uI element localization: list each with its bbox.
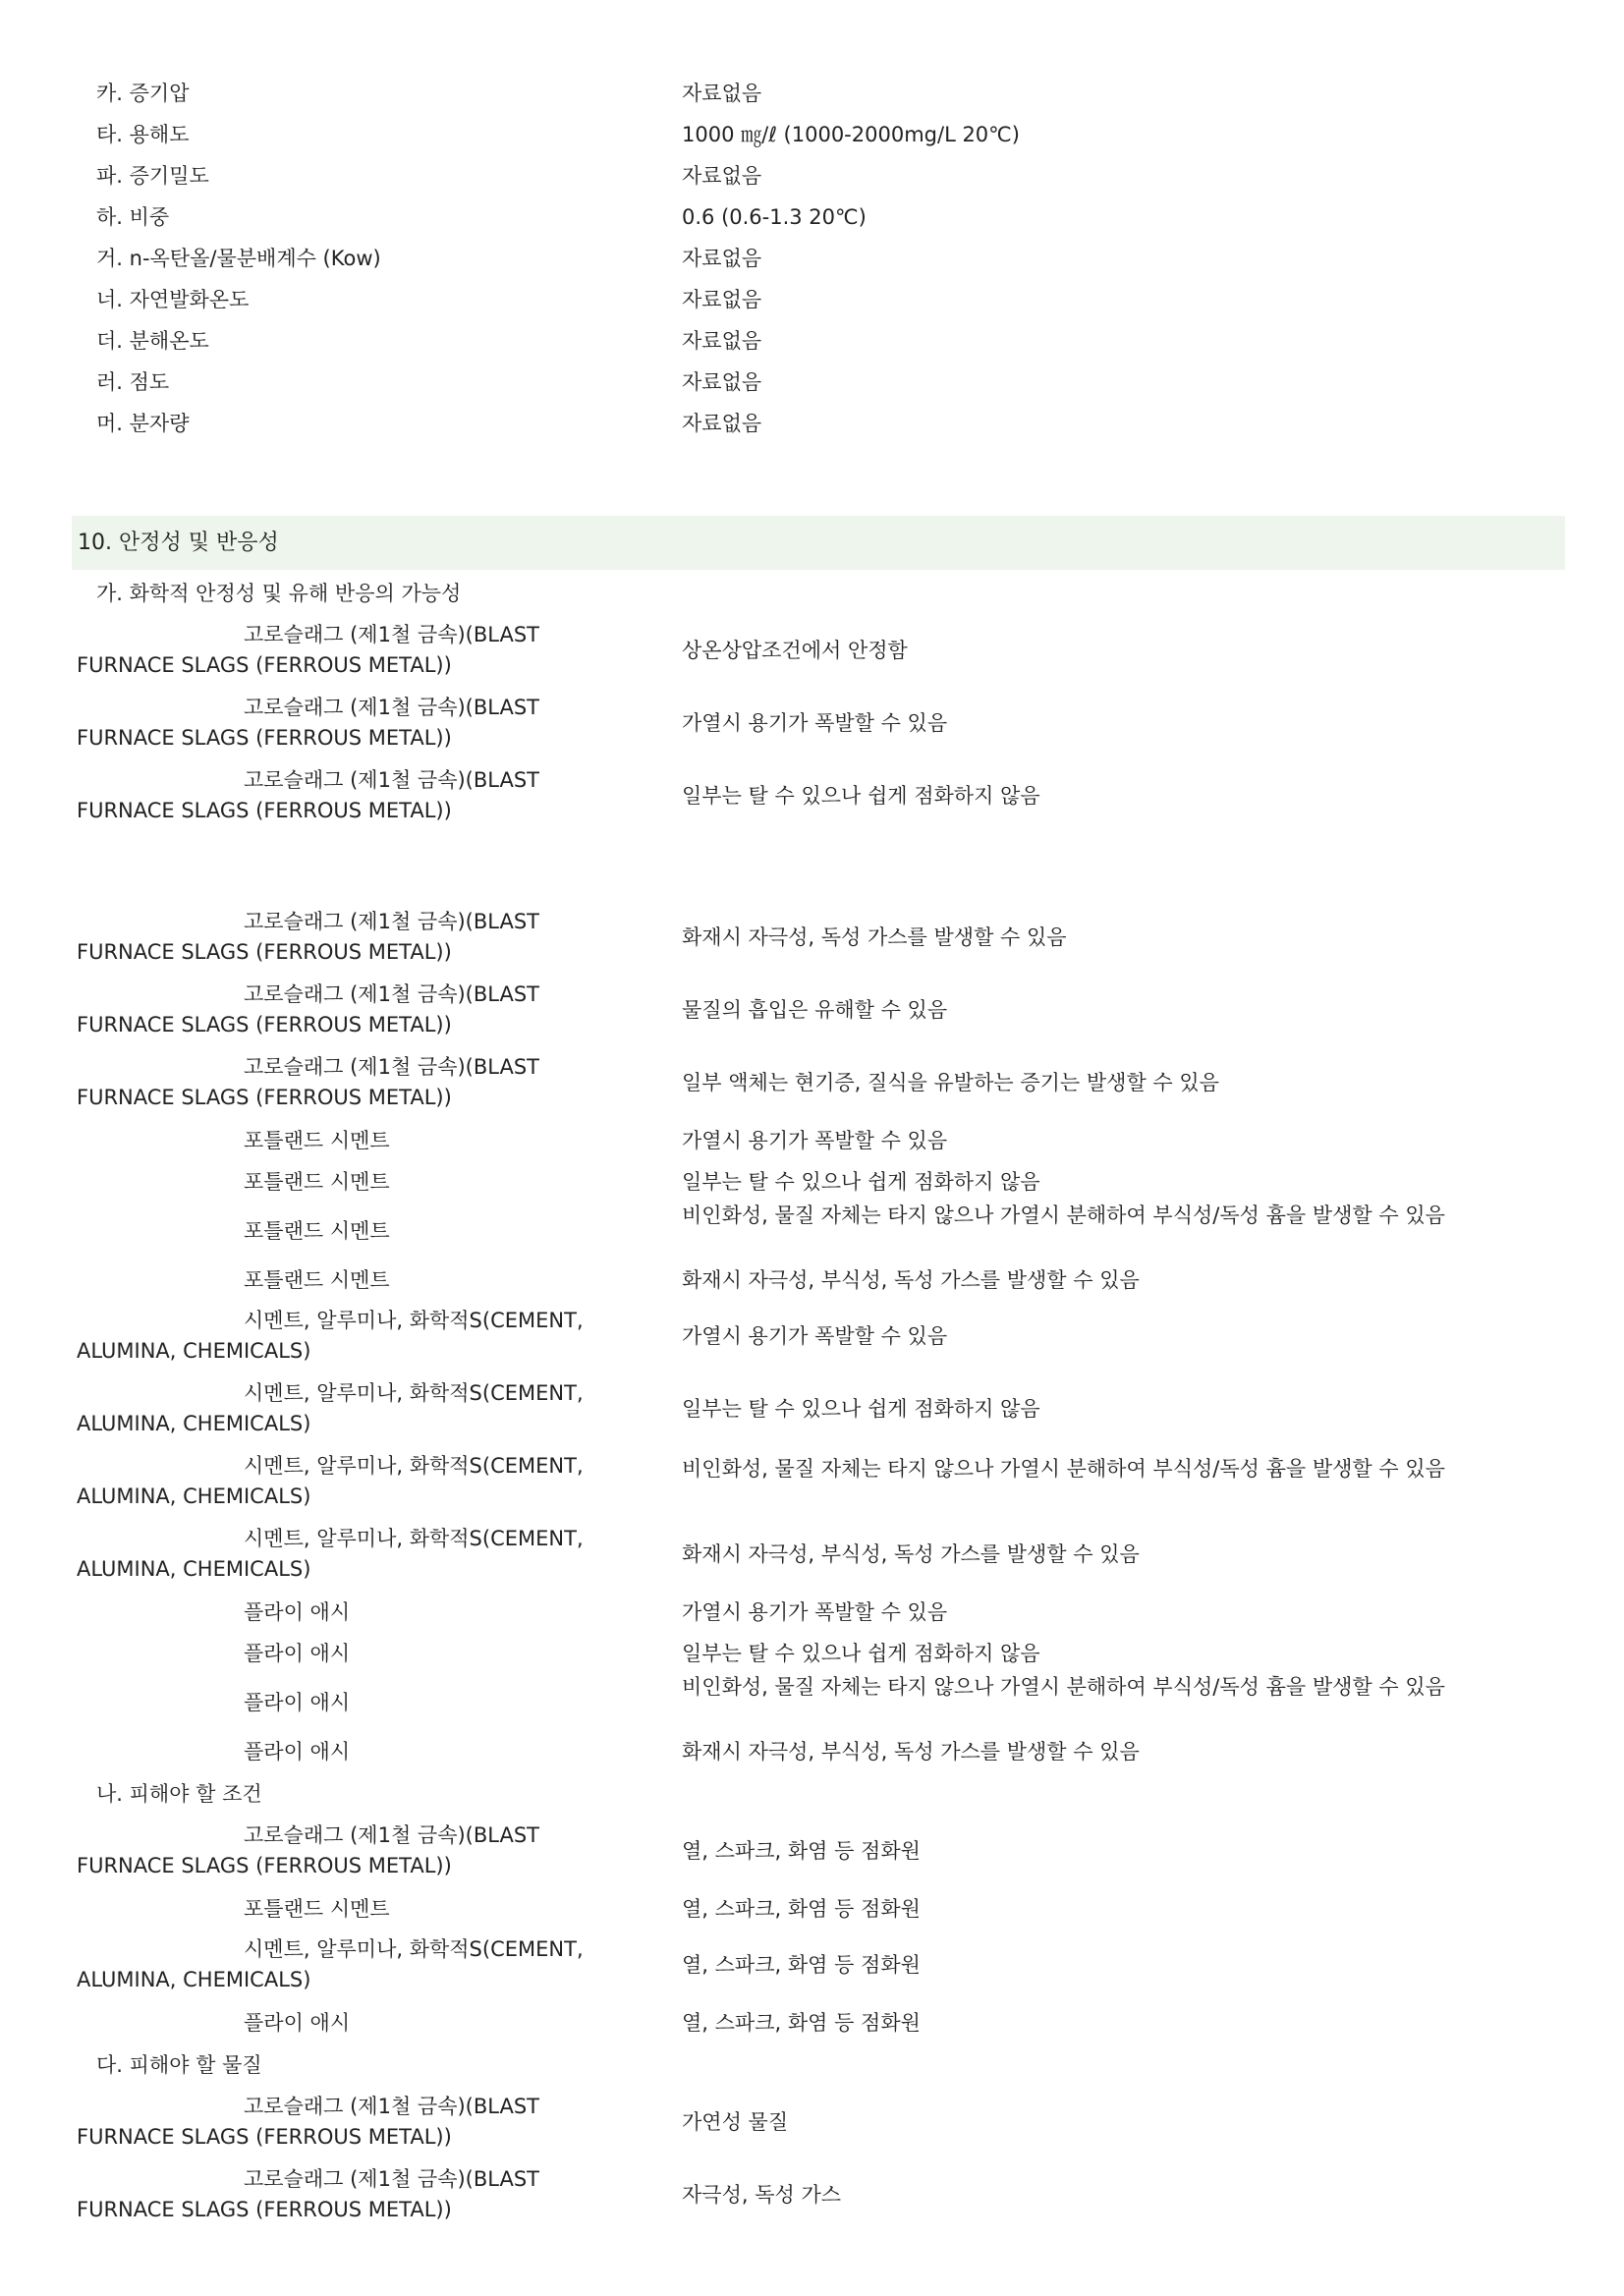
property-value: 0.6 (0.6-1.3 20℃) — [682, 205, 867, 229]
material-row — [0, 2159, 1624, 2232]
substance-name: 플라이 애시 — [244, 2011, 351, 2035]
stability-value: 화재시 자극성, 부식성, 독성 가스를 발생할 수 있음 — [682, 1740, 1140, 1764]
stability-row — [0, 1446, 1624, 1519]
stability-row — [0, 1633, 1624, 1674]
stability-value: 일부 액체는 현기증, 질식을 유발하는 증기는 발생할 수 있음 — [682, 1071, 1219, 1094]
subsection-heading — [0, 572, 1624, 615]
stability-row — [0, 1161, 1624, 1203]
property-row — [0, 403, 1624, 444]
stability-value: 상온상압조건에서 안정함 — [682, 639, 908, 662]
material-value: 자극성, 독성 가스 — [682, 2183, 842, 2207]
substance-name: 고로슬래그 (제1철 금속)(BLAST FURNACE SLAGS (FERROUS METAL)) — [77, 696, 539, 750]
stability-row — [0, 615, 1624, 688]
condition-value: 열, 스파크, 화염 등 점화원 — [682, 1953, 921, 1977]
property-label: 너. 자연발화온도 — [96, 288, 250, 311]
substance-name: 시멘트, 알루미나, 화학적S(CEMENT, ALUMINA, CHEMICALS) — [77, 1527, 584, 1581]
substance-name: 시멘트, 알루미나, 화학적S(CEMENT, ALUMINA, CHEMICALS) — [77, 1309, 584, 1363]
substance-name: 플라이 애시 — [244, 1691, 351, 1714]
substance-name: 플라이 애시 — [244, 1642, 351, 1665]
substance-name: 포틀랜드 시멘트 — [244, 1170, 390, 1194]
stability-row — [0, 1260, 1624, 1301]
stability-reactivity-content — [0, 572, 1624, 2232]
condition-value: 열, 스파크, 화염 등 점화원 — [682, 1897, 921, 1921]
subsection-heading — [0, 1772, 1624, 1816]
substance-name: 고로슬래그 (제1철 금속)(BLAST FURNACE SLAGS (FERROUS METAL)) — [77, 982, 539, 1036]
condition-value: 열, 스파크, 화염 등 점화원 — [682, 1839, 921, 1863]
property-label: 카. 증기압 — [96, 82, 190, 105]
property-value: 자료없음 — [682, 82, 762, 105]
stability-value: 비인화성, 물질 자체는 타지 않으나 가열시 분해하여 부식성/독성 흄을 발생할 수 있음 — [682, 1457, 1445, 1481]
stability-row — [0, 1373, 1624, 1446]
stability-row — [0, 760, 1624, 833]
substance-name: 고로슬래그 (제1철 금속)(BLAST FURNACE SLAGS (FERROUS METAL)) — [77, 910, 539, 964]
property-row — [0, 279, 1624, 320]
stability-value: 가열시 용기가 폭발할 수 있음 — [682, 711, 948, 735]
stability-row — [0, 1301, 1624, 1373]
property-row — [0, 114, 1624, 155]
property-label: 타. 용해도 — [96, 123, 190, 146]
physical-properties-list — [0, 73, 1624, 444]
property-row — [0, 155, 1624, 196]
stability-value: 가열시 용기가 폭발할 수 있음 — [682, 1600, 948, 1624]
stability-value: 일부는 탈 수 있으나 쉽게 점화하지 않음 — [682, 1397, 1040, 1421]
subsection-heading-text: 다. 피해야 할 물질 — [96, 2053, 262, 2077]
substance-name: 고로슬래그 (제1철 금속)(BLAST FURNACE SLAGS (FERROUS METAL)) — [77, 2095, 539, 2149]
property-row — [0, 320, 1624, 362]
stability-row — [0, 1047, 1624, 1120]
property-label: 거. n-옥탄올/물분배계수 (Kow) — [96, 247, 381, 270]
stability-row — [0, 1120, 1624, 1161]
substance-name: 고로슬래그 (제1철 금속)(BLAST FURNACE SLAGS (FERROUS METAL)) — [77, 1823, 539, 1877]
property-row — [0, 362, 1624, 403]
subsection-heading — [0, 2044, 1624, 2087]
property-label: 파. 증기밀도 — [96, 164, 209, 188]
property-label: 러. 점도 — [96, 370, 170, 394]
condition-row — [0, 2002, 1624, 2044]
substance-name: 플라이 애시 — [244, 1600, 351, 1624]
stability-value: 가열시 용기가 폭발할 수 있음 — [682, 1129, 948, 1152]
substance-name: 포틀랜드 시멘트 — [244, 1897, 390, 1921]
row-spacer — [0, 833, 1624, 902]
stability-row — [0, 688, 1624, 760]
substance-name: 고로슬래그 (제1철 금속)(BLAST FURNACE SLAGS (FERROUS METAL)) — [77, 623, 539, 677]
substance-name: 포틀랜드 시멘트 — [244, 1219, 390, 1243]
stability-row — [0, 902, 1624, 975]
material-value: 가연성 물질 — [682, 2110, 789, 2134]
property-value: 1000 ㎎/ℓ (1000-2000mg/L 20℃) — [682, 123, 1020, 146]
stability-value: 가열시 용기가 폭발할 수 있음 — [682, 1324, 948, 1348]
section-title: 10. 안정성 및 반응성 — [78, 531, 279, 555]
substance-name: 시멘트, 알루미나, 화학적S(CEMENT, ALUMINA, CHEMICALS) — [77, 1454, 584, 1508]
property-value: 자료없음 — [682, 412, 762, 435]
stability-row — [0, 1674, 1624, 1731]
stability-value: 비인화성, 물질 자체는 타지 않으나 가열시 분해하여 부식성/독성 흄을 발생할 수 있음 — [682, 1204, 1445, 1227]
property-label: 더. 분해온도 — [96, 329, 209, 353]
substance-name: 포틀랜드 시멘트 — [244, 1129, 390, 1152]
subsection-heading-text: 가. 화학적 안정성 및 유해 반응의 가능성 — [96, 582, 462, 605]
material-row — [0, 2087, 1624, 2159]
property-value: 자료없음 — [682, 288, 762, 311]
stability-row — [0, 1592, 1624, 1633]
stability-row — [0, 1203, 1624, 1260]
property-label: 하. 비중 — [96, 205, 170, 229]
condition-value: 열, 스파크, 화염 등 점화원 — [682, 2011, 921, 2035]
property-value: 자료없음 — [682, 164, 762, 188]
stability-row — [0, 1519, 1624, 1592]
stability-row — [0, 975, 1624, 1047]
stability-value: 일부는 탈 수 있으나 쉽게 점화하지 않음 — [682, 784, 1040, 808]
substance-name: 시멘트, 알루미나, 화학적S(CEMENT, ALUMINA, CHEMICALS) — [77, 1937, 584, 1991]
property-row — [0, 238, 1624, 279]
property-row — [0, 73, 1624, 114]
section-header — [72, 516, 1565, 570]
substance-name: 포틀랜드 시멘트 — [244, 1268, 390, 1292]
stability-value: 물질의 흡입은 유해할 수 있음 — [682, 998, 948, 1022]
property-row — [0, 196, 1624, 238]
property-value: 자료없음 — [682, 247, 762, 270]
property-label: 머. 분자량 — [96, 412, 190, 435]
substance-name: 고로슬래그 (제1철 금속)(BLAST FURNACE SLAGS (FERROUS METAL)) — [77, 768, 539, 822]
stability-value: 일부는 탈 수 있으나 쉽게 점화하지 않음 — [682, 1642, 1040, 1665]
stability-value: 화재시 자극성, 독성 가스를 발생할 수 있음 — [682, 925, 1067, 949]
substance-name: 고로슬래그 (제1철 금속)(BLAST FURNACE SLAGS (FERROUS METAL)) — [77, 2167, 539, 2221]
property-value: 자료없음 — [682, 329, 762, 353]
substance-name: 시멘트, 알루미나, 화학적S(CEMENT, ALUMINA, CHEMICALS) — [77, 1381, 584, 1435]
property-value: 자료없음 — [682, 370, 762, 394]
stability-value: 비인화성, 물질 자체는 타지 않으나 가열시 분해하여 부식성/독성 흄을 발생할 수 있음 — [682, 1675, 1445, 1699]
substance-name: 고로슬래그 (제1철 금속)(BLAST FURNACE SLAGS (FERROUS METAL)) — [77, 1055, 539, 1109]
stability-value: 일부는 탈 수 있으나 쉽게 점화하지 않음 — [682, 1170, 1040, 1194]
condition-row — [0, 1930, 1624, 2002]
stability-value: 화재시 자극성, 부식성, 독성 가스를 발생할 수 있음 — [682, 1542, 1140, 1566]
condition-row — [0, 1816, 1624, 1888]
stability-row — [0, 1731, 1624, 1772]
condition-row — [0, 1888, 1624, 1930]
substance-name: 플라이 애시 — [244, 1740, 351, 1764]
subsection-heading-text: 나. 피해야 할 조건 — [96, 1782, 262, 1806]
stability-value: 화재시 자극성, 부식성, 독성 가스를 발생할 수 있음 — [682, 1268, 1140, 1292]
